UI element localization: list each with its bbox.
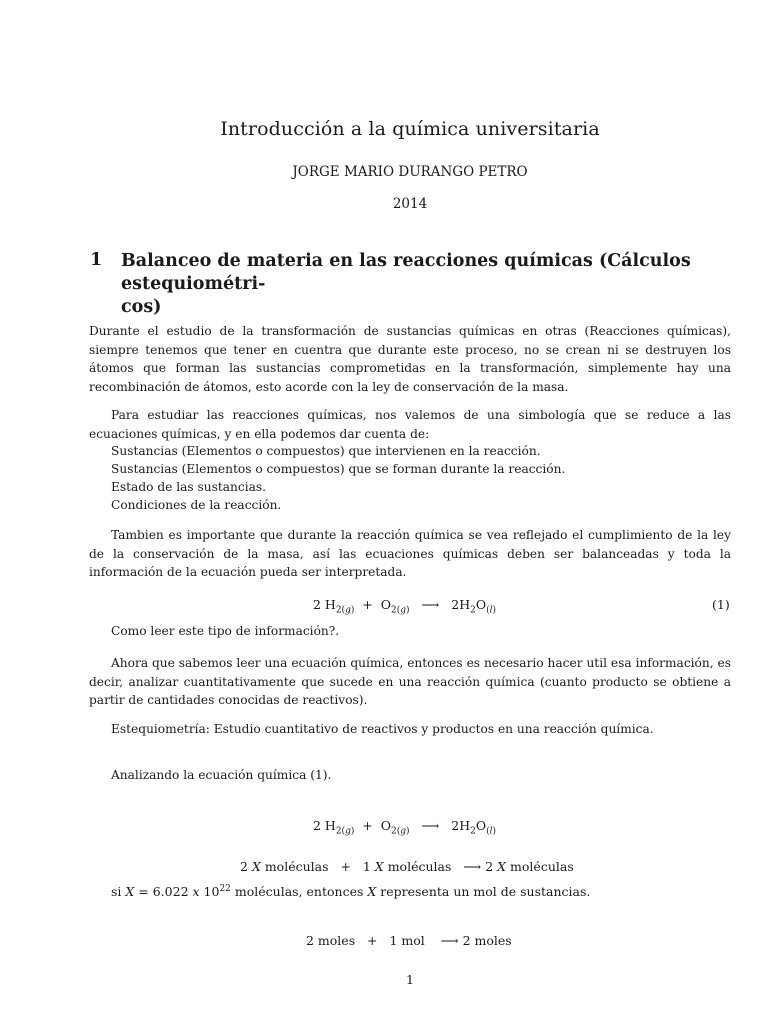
list-item: Condiciones de la reacción. [111, 498, 282, 512]
section-number: 1 [90, 250, 103, 270]
equation-1: 2 $H_{2(g)} + O_{2(g)}$ ⟶ $2H_2O_{(l)}$ [313, 597, 497, 616]
document-title: Introducción a la química universitaria [220, 118, 600, 140]
paragraph-conservation: Tambien es importante que durante la reacción química se vea reflejado el cumplimiento de la ley de la conservación de la masa, así las ecuaciones químicas deben ser balanceadas y toda la información de la ecuación pueda ser interpretada. [89, 528, 731, 579]
equation-number: (1) [712, 597, 730, 612]
paragraph-symbology: Para estudiar las reacciones químicas, nos valemos de una simbología que se reduce a las ecuaciones químicas, y en ella podemos dar cuenta de: [89, 408, 731, 441]
moles-equation: 2 moles + 1 mol ⟶ 2 moles [306, 933, 512, 948]
paragraph-stoichiometry-definition: Estequiometría: Estudio cuantitativo de reactivos y productos en una reacción química. [111, 722, 654, 736]
molecules-equation: 2 X moléculas + 1 X moléculas ⟶ 2 X moléculas [240, 859, 574, 874]
paragraph-intro: Durante el estudio de la transformación de sustancias químicas en otras (Reacciones químicas), siempre tenemos que tener en cuentra que durante este proceso, no se crean ni se destruyen los átomos que forman las sustancias comprometidas en la transformación, simplemente hay una recombinación de átomos, esto acorde con la ley de conservación de la masa. [89, 324, 731, 394]
section-title: Balanceo de materia en las reacciones químicas (Cálculos estequiométri- cos) [121, 251, 691, 317]
document-year: 2014 [392, 196, 428, 212]
list-item: Estado de las sustancias. [111, 480, 266, 494]
list-item: Sustancias (Elementos o compuestos) que intervienen en la reacción. [111, 444, 541, 458]
paragraph-how-to-read: Como leer este tipo de información?. [111, 624, 340, 638]
page-number: 1 [406, 972, 414, 987]
document-author: JORGE MARIO DURANGO PETRO [292, 164, 528, 180]
paragraph-quantitative: Ahora que sabemos leer una ecuación química, entonces es necesario hacer util esa información, es decir, analizar cuantitativamente que sucede en una reacción química (cuanto producto se obtiene a partir de cantidades conocidas de reactivos). [89, 656, 731, 707]
equation-1-repeated: 2 $H_{2(g)} + O_{2(g)}$ ⟶ $2H_2O_{(l)}$ [313, 818, 497, 837]
avogadro-sentence: si X = 6.022 x $10^{22}$ moléculas, entonces X representa un mol de sustancias. [111, 884, 591, 900]
list-item: Sustancias (Elementos o compuestos) que se forman durante la reacción. [111, 462, 566, 476]
paragraph-analysis: Analizando la ecuación química (1). [111, 768, 332, 782]
